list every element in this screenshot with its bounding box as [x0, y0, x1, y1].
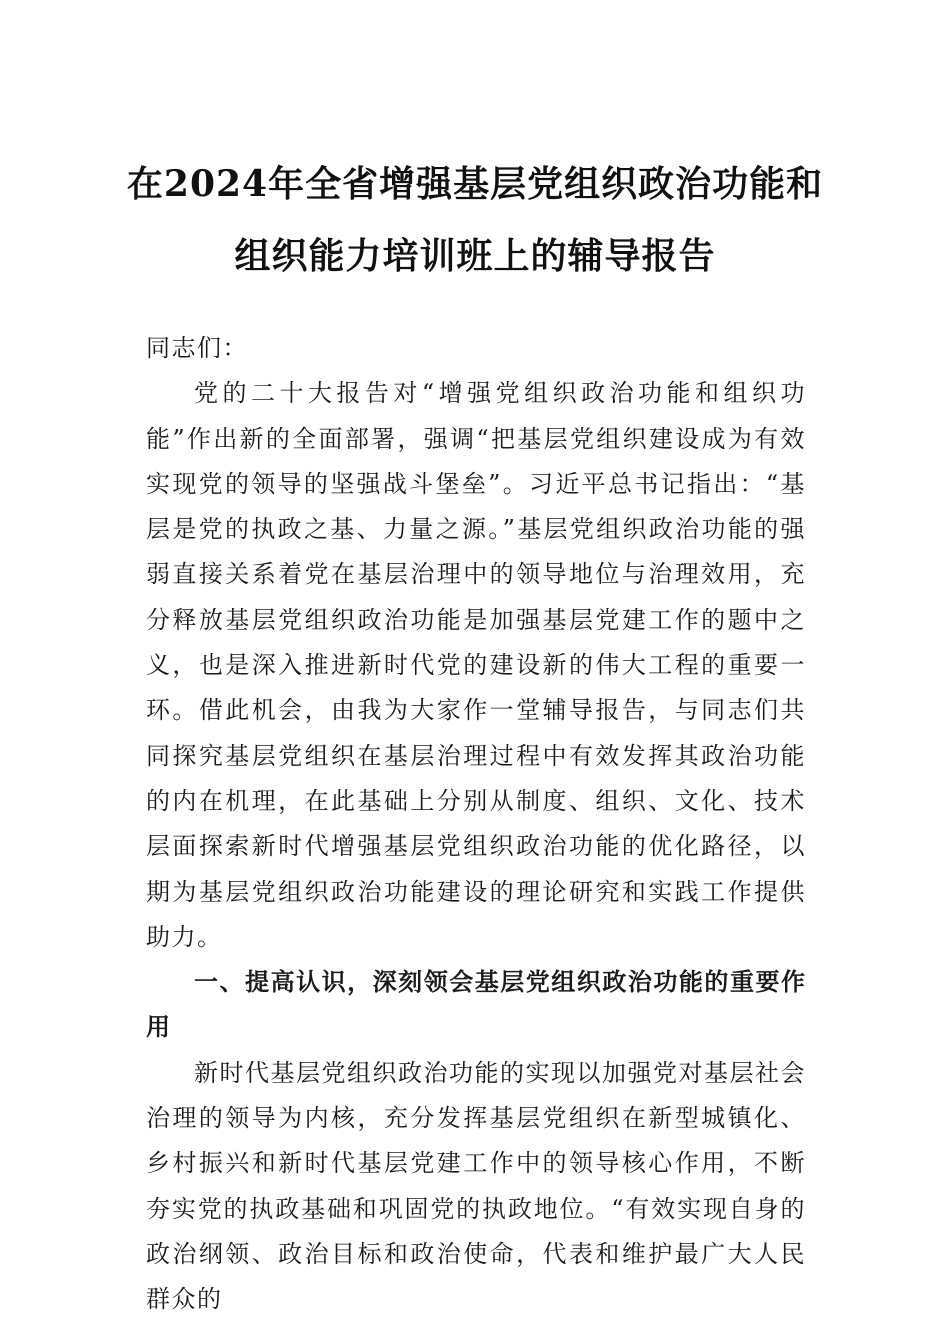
paragraph-1: 党的二十大报告对“增强党组织政治功能和组织功能”作出新的全面部署，强调“把基层党组织建设成为有效实现党的领导的坚强战斗堡垒”。习近平总书记指出：“基层是党的执政之基、力量之源。”基层党组织政治功能的强弱直接关系着党在基层治理中的领导地位与治理效用，充分释放基层党组织政治功能是加强基层党建工作的题中之义，也是深入推进新时代党的建设新的伟大工程的重要一环。借此机会，由我为大家作一堂辅导报告，与同志们共同探究基层党组织在基层治理过程中有效发挥其政治功能的内在机理，在此基础上分别从制度、组织、文化、技术层面探索新时代增强基层党组织政治功能的优化路径，以期为基层党组织政治功能建设的理论研究和实践工作提供助力。: [146, 379, 806, 951]
section-heading-1: 一、提高认识，深刻领会基层党组织政治功能的重要作用: [146, 968, 806, 1042]
document-title-line-2: 组织能力培训班上的辅导报告: [234, 235, 716, 277]
document-title-line-1: 在2024年全省增强基层党组织政治功能和: [126, 163, 824, 205]
paragraph-2: 新时代基层党组织政治功能的实现以加强党对基层社会治理的领导为内核，充分发挥基层党组织在新型城镇化、乡村振兴和新时代基层党建工作中的领导核心作用，不断夯实党的执政基础和巩固党的执政地位。“有效实现自身的政治纲领、政治目标和政治使命，代表和维护最广大人民群众的: [146, 1058, 806, 1314]
document-body: [146, 326, 806, 1323]
salutation: 同志们：: [146, 334, 248, 362]
